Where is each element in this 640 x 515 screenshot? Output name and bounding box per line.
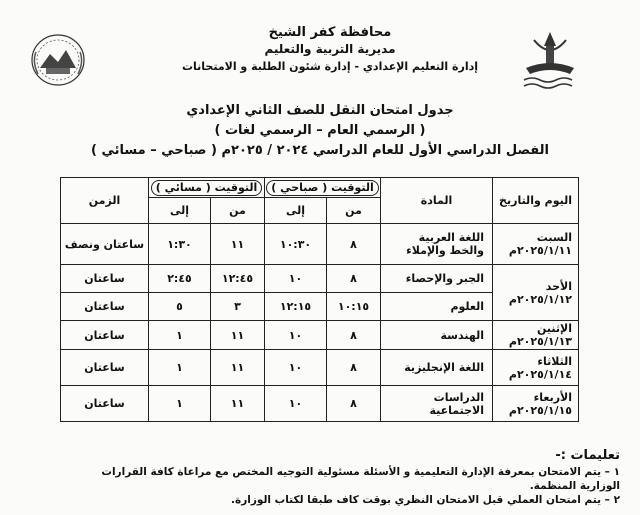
day-cell: الأحد ٢٠٢٥/١/١٢م: [493, 265, 579, 321]
header-subject: المادة: [381, 178, 493, 224]
instructions: [60, 447, 620, 507]
day-cell: السبت ٢٠٢٥/١/١١م: [493, 224, 579, 265]
evening-from-cell: ٣: [211, 293, 265, 321]
morning-from-cell: ٨: [327, 350, 381, 386]
morning-from-cell: ١٠:١٥: [327, 293, 381, 321]
subject-cell: الدراسات الاجتماعية: [381, 386, 493, 422]
duration-cell: ساعتان: [61, 265, 149, 293]
header-morning-from: من: [327, 198, 381, 224]
evening-to-cell: ١: [149, 350, 211, 386]
evening-from-cell: ١١: [211, 321, 265, 350]
subject-cell: الهندسة: [381, 321, 493, 350]
morning-to-cell: ١٠: [265, 386, 327, 422]
duration-cell: ساعتان: [61, 321, 149, 350]
exam-term: الفصل الدراسي الأول للعام الدراسي ٢٠٢٤ / ٢٠٢٥م ( صباحي – مسائي ): [91, 143, 549, 158]
evening-to-cell: ٢:٤٥: [149, 265, 211, 293]
instructions-heading: تعليمات :-: [555, 448, 620, 463]
exam-title: جدول امتحان النقل للصف الثاني الإعدادي: [186, 103, 454, 118]
header-morning: التوقيت ( صباحي ): [265, 178, 381, 198]
header-evening-to: إلى: [149, 198, 211, 224]
school-emblem-icon: [28, 32, 88, 88]
exam-subtitle: ( الرسمي العام – الرسمي لغات ): [214, 123, 426, 138]
table-row: [61, 350, 579, 386]
table-row: [61, 265, 579, 293]
instruction-item: ١ – يتم الامتحان بمعرفة الإدارة التعليمية و الأسئلة مسئولية التوجيه المختص مع مراعاة كافة القرارات الوزارية المنظمة.: [101, 466, 620, 492]
morning-from-cell: ٨: [327, 386, 381, 422]
exam-titles: [0, 101, 640, 161]
evening-from-cell: ١١: [211, 350, 265, 386]
duration-cell: ساعتان: [61, 386, 149, 422]
header-evening-from: من: [211, 198, 265, 224]
day-cell: الأربعاء ٢٠٢٥/١/١٥م: [493, 386, 579, 422]
governorate-name: محافظة كفر الشيخ: [268, 25, 392, 40]
duration-cell: ساعتان: [61, 293, 149, 321]
subject-cell: الجبر والإحصاء: [381, 265, 493, 293]
morning-to-cell: ١٢:١٥: [265, 293, 327, 321]
morning-from-cell: ٨: [327, 321, 381, 350]
evening-to-cell: ١: [149, 386, 211, 422]
governorate-emblem-icon: [520, 28, 580, 92]
table-row: [61, 321, 579, 350]
morning-to-cell: ١٠: [265, 321, 327, 350]
subject-cell: اللغة العربية والخط والإملاء: [381, 224, 493, 265]
header-text: [180, 24, 480, 75]
instruction-item: ٢ – يتم امتحان العملي قبل الامتحان النظري بوقت كاف طبقا لكتاب الوزارة.: [231, 494, 620, 506]
table-row: [61, 224, 579, 265]
department-name: إدارة التعليم الإعدادي - إدارة شئون الطلبة و الامتحانات: [181, 60, 479, 73]
evening-from-cell: ١١: [211, 386, 265, 422]
header-duration: الزمن: [61, 178, 149, 224]
duration-cell: ساعتان: [61, 350, 149, 386]
evening-from-cell: ١٢:٤٥: [211, 265, 265, 293]
evening-from-cell: ١١: [211, 224, 265, 265]
morning-from-cell: ٨: [327, 224, 381, 265]
directorate-name: مديرية التربية والتعليم: [264, 42, 396, 56]
evening-to-cell: ١:٣٠: [149, 224, 211, 265]
morning-to-cell: ١٠:٣٠: [265, 224, 327, 265]
day-cell: الإثنين ٢٠٢٥/١/١٣م: [493, 321, 579, 350]
header-evening: التوقيت ( مسائي ): [149, 178, 265, 198]
subject-cell: اللغة الإنجليزية: [381, 350, 493, 386]
evening-to-cell: ٥: [149, 293, 211, 321]
exam-schedule-table: [60, 177, 579, 422]
day-cell: الثلاثاء ٢٠٢٥/١/١٤م: [493, 350, 579, 386]
table-row: [61, 386, 579, 422]
page-header: [0, 24, 640, 94]
evening-to-cell: ١: [149, 321, 211, 350]
subject-cell: العلوم: [381, 293, 493, 321]
morning-to-cell: ١٠: [265, 350, 327, 386]
morning-to-cell: ١٠: [265, 265, 327, 293]
header-morning-to: إلى: [265, 198, 327, 224]
duration-cell: ساعتان ونصف: [61, 224, 149, 265]
morning-from-cell: ٨: [327, 265, 381, 293]
header-day: اليوم والتاريخ: [493, 178, 579, 224]
